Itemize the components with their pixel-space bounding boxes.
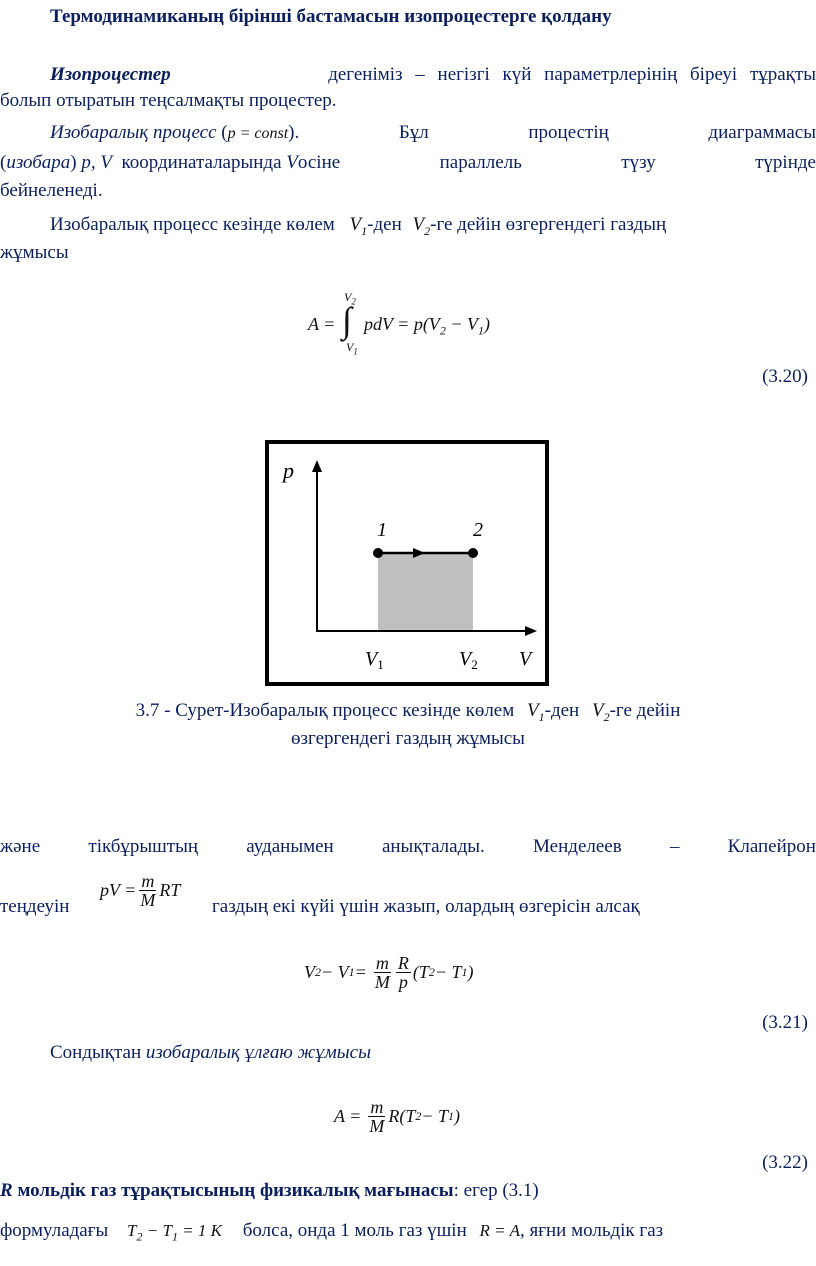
term-isobaric: Изобаралық процесс <box>50 122 217 143</box>
var-p-v: p, V <box>81 152 112 173</box>
para2-word-2: процестің <box>528 122 609 143</box>
equation-number-3-22: (3.22) <box>762 1152 808 1173</box>
point-1 <box>373 548 383 558</box>
page-title: Термодинамиканың бірінші бастамасын изопроцестерге қолдану <box>50 6 612 27</box>
para3-line2: жұмысы <box>0 242 69 263</box>
formula-p-const: p = const <box>227 125 289 142</box>
point-2 <box>468 548 478 558</box>
para2-word-1: Бұл <box>398 122 429 143</box>
para2-line2: (изобара) p, V координаталарында Vосіне параллель түзу түрінде <box>0 150 816 176</box>
para2-line2-word-1: параллель <box>439 152 522 173</box>
para2-line2-word-3: түрінде <box>755 152 816 173</box>
tick-v2-label: $V_2$ <box>459 648 478 672</box>
point-2-label: 2 <box>473 519 483 541</box>
figure-caption-line2: өзгергендегі газдың жұмысы <box>291 728 525 749</box>
v-axis-label: V <box>519 648 532 670</box>
equation-3-22: A = $\frac{m}{M}$ R(T 2 − T 1 ) <box>334 1097 460 1136</box>
isobaric-diagram <box>265 440 549 686</box>
term-r-physical-meaning: мольдік газ тұрақтысының физикалық мағынасы <box>17 1180 454 1201</box>
para5: Сондықтан изобаралық ұлғаю жұмысы <box>50 1042 371 1063</box>
p-axis-label: p <box>283 458 294 483</box>
para4-line1: және тікбұрыштың ауданымен анықталады. Менделеев – Клапейрон <box>0 836 816 857</box>
para1-line1 <box>0 62 816 88</box>
term-isobaric-work: изобаралық ұлғаю жұмысы <box>145 1042 371 1063</box>
formula-mendeleev-clapeyron: pV = $\frac{m}{M}$ RT <box>100 871 181 910</box>
para2-word-3: диаграммасы <box>708 122 816 143</box>
point-1-label: 1 <box>377 519 387 541</box>
para1-line1-rest: дегеніміз – негізгі күй параметрлерінің біреуі тұрақты <box>328 64 816 85</box>
term-isoprocesses: Изопроцестер <box>50 64 171 85</box>
para2-line1: Изобаралық процесс (p = const). Бұл процестің диаграммасы <box>0 120 816 146</box>
para2-line3: бейнеленеді. <box>0 180 103 201</box>
symbol-r: R <box>0 1180 13 1201</box>
para3-line1: Изобаралық процесс кезінде көлем $V_1$-ден $V_2-ге$ дейін өзгергендегі газдың <box>50 214 667 238</box>
figure-caption-line1: 3.7 - Сурет-Изобаралық процесс кезінде көлем $V_1$-ден $V_2-ге$ дейін <box>135 700 681 724</box>
formula-r-equals-a: R = A <box>479 1221 520 1240</box>
equation-3-21: V 2 − V 1 = $\frac{m}{M}$ $\frac{R}{p}$ (T 2 − T 1 ) <box>304 953 474 992</box>
equation-number-3-20: (3.20) <box>762 366 808 387</box>
para1-line2: болып отыратын теңсалмақты процестер. <box>0 90 337 111</box>
formula-t-difference: $T_2 - T_1 = 1$ K <box>127 1221 223 1244</box>
work-area <box>378 553 473 631</box>
para2-line2-word-2: түзу <box>621 152 656 173</box>
para6-line2: формуладағы $T_2 - T_1 = 1$ K болса, онда 1 моль газ үшін R = A, яғни мольдік газ <box>0 1220 664 1244</box>
var-v: V <box>286 152 298 173</box>
para4-line2: теңдеуін pV = $\frac{m}{M}$ RT газдың екі күйі үшін жазып, олардың өзгерісін алсақ <box>0 871 640 917</box>
para6-line1: R мольдік газ тұрақтысының физикалық мағынасы: егер (3.1) <box>0 1180 539 1201</box>
equation-number-3-21: (3.21) <box>762 1012 808 1033</box>
term-isobar: изобара <box>6 152 71 173</box>
tick-v1-label: $V_1$ <box>365 648 384 672</box>
